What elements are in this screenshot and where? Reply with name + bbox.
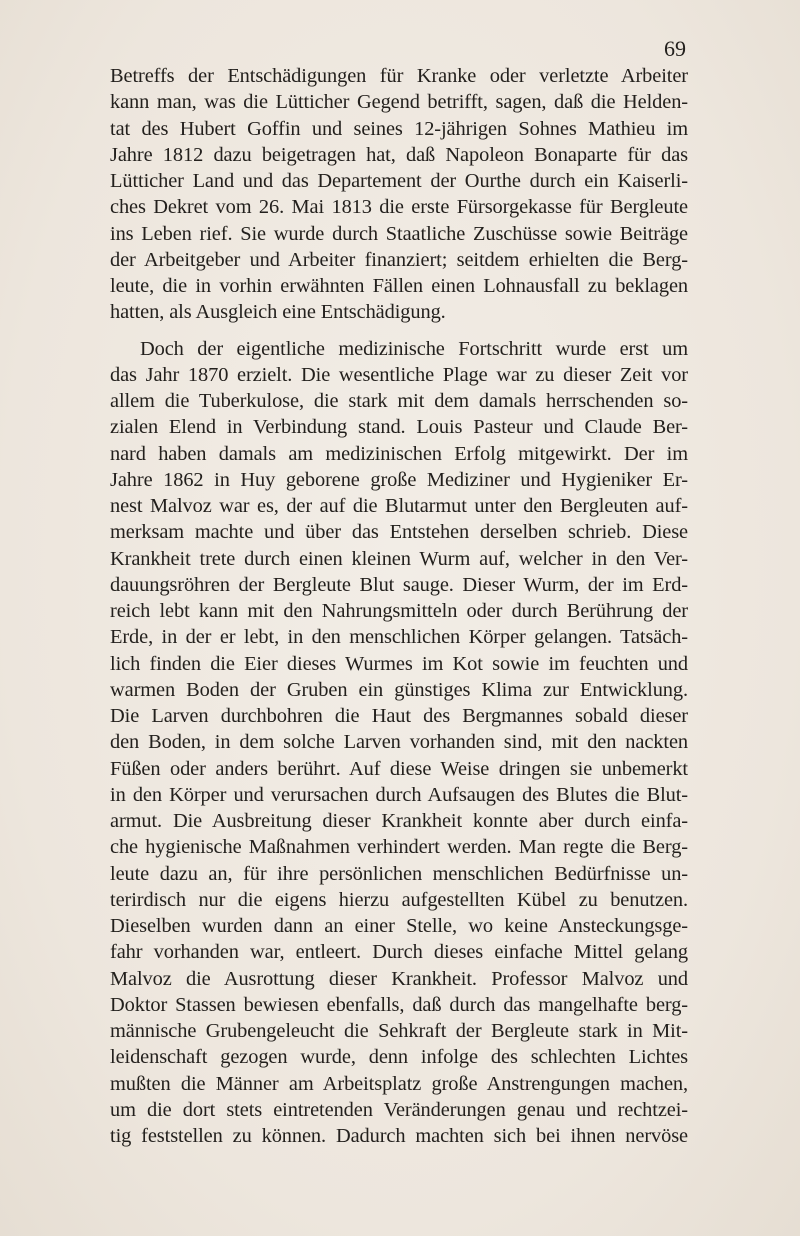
text-line: tig feststellen zu können. Dadurch machten sich bei ihnen nervöse: [110, 1125, 688, 1147]
text-line: den Boden, in dem solche Larven vorhanden sind, mit den nackten: [110, 731, 688, 754]
text-line: Die Larven durchbohren die Haut des Bergmannes sobald dieser: [110, 705, 688, 727]
text-line: tat des Hubert Goffin und seines 12-jährigen Sohnes Mathieu im: [110, 117, 688, 140]
text-line: lich finden die Eier dieses Wurmes im Kot sowie im feuchten und: [110, 652, 688, 675]
text-line: um die dort stets eintretenden Veränderungen genau und rechtzei-: [110, 1098, 688, 1121]
text-line: che hygienische Maßnahmen verhindert werden. Man regte die Berg-: [110, 836, 688, 859]
text-line: Jahre 1812 dazu beigetragen hat, daß Napoleon Bonaparte für das: [110, 143, 688, 166]
text-line: ins Leben rief. Sie wurde durch Staatliche Zuschüsse sowie Beiträge: [110, 222, 688, 245]
page-number: 69: [664, 36, 686, 61]
text-line: leute dazu an, für ihre persönlichen menschlichen Bedürfnisse un-: [110, 862, 688, 885]
text-line: fahr vorhanden war, entleert. Durch dieses einfache Mittel gelang: [110, 941, 688, 964]
text-line: terirdisch nur die eigens hierzu aufgestellten Kübel zu benutzen.: [110, 888, 688, 911]
text-line: männische Grubengeleucht die Sehkraft der Bergleute stark in Mit-: [110, 1020, 688, 1042]
text-line: Doktor Stassen bewiesen ebenfalls, daß durch das mangelhafte berg-: [110, 993, 688, 1016]
text-line: reich lebt kann mit den Nahrungsmitteln oder durch Berührung der: [110, 600, 688, 622]
text-line: armut. Die Ausbreitung dieser Krankheit konnte aber durch einfa-: [110, 810, 688, 832]
text-line: dauungsröhren der Bergleute Blut sauge. Dieser Wurm, der im Erd-: [110, 573, 688, 596]
text-line: Krankheit trete durch einen kleinen Wurm auf, welcher in den Ver-: [110, 547, 688, 570]
paragraph: [110, 63, 688, 326]
text-line: nest Malvoz war es, der auf die Blutarmut unter den Bergleuten auf-: [110, 495, 688, 517]
text-line: hatten, als Ausgleich eine Entschädigung.: [110, 301, 446, 324]
text-line: Jahre 1862 in Huy geborene große Mediziner und Hygieniker Er-: [110, 468, 688, 491]
text-line: leidenschaft gezogen wurde, denn infolge des schlechten Lichtes: [110, 1046, 688, 1069]
text-line: Lütticher Land und das Departement der Ourthe durch ein Kaiserli-: [110, 170, 688, 192]
text-line: mußten die Männer am Arbeitsplatz große Anstrengungen machen,: [110, 1072, 688, 1095]
text-line: kann man, was die Lütticher Gegend betrifft, sagen, daß die Helden-: [110, 91, 688, 114]
text-line: der Arbeitgeber und Arbeiter finanziert; seitdem erhielten die Berg-: [110, 248, 688, 271]
text-line: allem die Tuberkulose, die stark mit dem damals herrschenden so-: [110, 390, 688, 412]
text-line: zialen Elend in Verbindung stand. Louis Pasteur und Claude Ber-: [110, 416, 688, 439]
text-line: Dieselben wurden dann an einer Stelle, wo keine Ansteckungsge-: [110, 915, 688, 937]
text-line: Betreffs der Entschädigungen für Kranke oder verletzte Arbeiter: [110, 65, 688, 87]
text-line: warmen Boden der Gruben ein günstiges Klima zur Entwicklung.: [110, 678, 688, 701]
body-text: [110, 63, 688, 1159]
text-line: Erde, in der er lebt, in den menschlichen Körper gelangen. Tatsäch-: [110, 626, 688, 649]
text-line: merksam machte und über das Entstehen derselben schrieb. Diese: [110, 521, 688, 544]
paragraph: [110, 336, 688, 1150]
text-line: Füßen oder anders berührt. Auf diese Weise dringen sie unbemerkt: [110, 757, 688, 780]
text-line: Doch der eigentliche medizinische Fortschritt wurde erst um: [140, 337, 688, 360]
text-line: Malvoz die Ausrottung dieser Krankheit. Professor Malvoz und: [110, 967, 688, 990]
text-line: ches Dekret vom 26. Mai 1813 die erste Fürsorgekasse für Bergleute: [110, 196, 688, 219]
text-line: in den Körper und verursachen durch Aufsaugen des Blutes die Blut-: [110, 783, 688, 806]
text-line: das Jahr 1870 erzielt. Die wesentliche Plage war zu dieser Zeit vor: [110, 363, 688, 386]
text-line: leute, die in vorhin erwähnten Fällen einen Lohnausfall zu beklagen: [110, 275, 688, 297]
text-line: nard haben damals am medizinischen Erfolg mitgewirkt. Der im: [110, 442, 688, 465]
